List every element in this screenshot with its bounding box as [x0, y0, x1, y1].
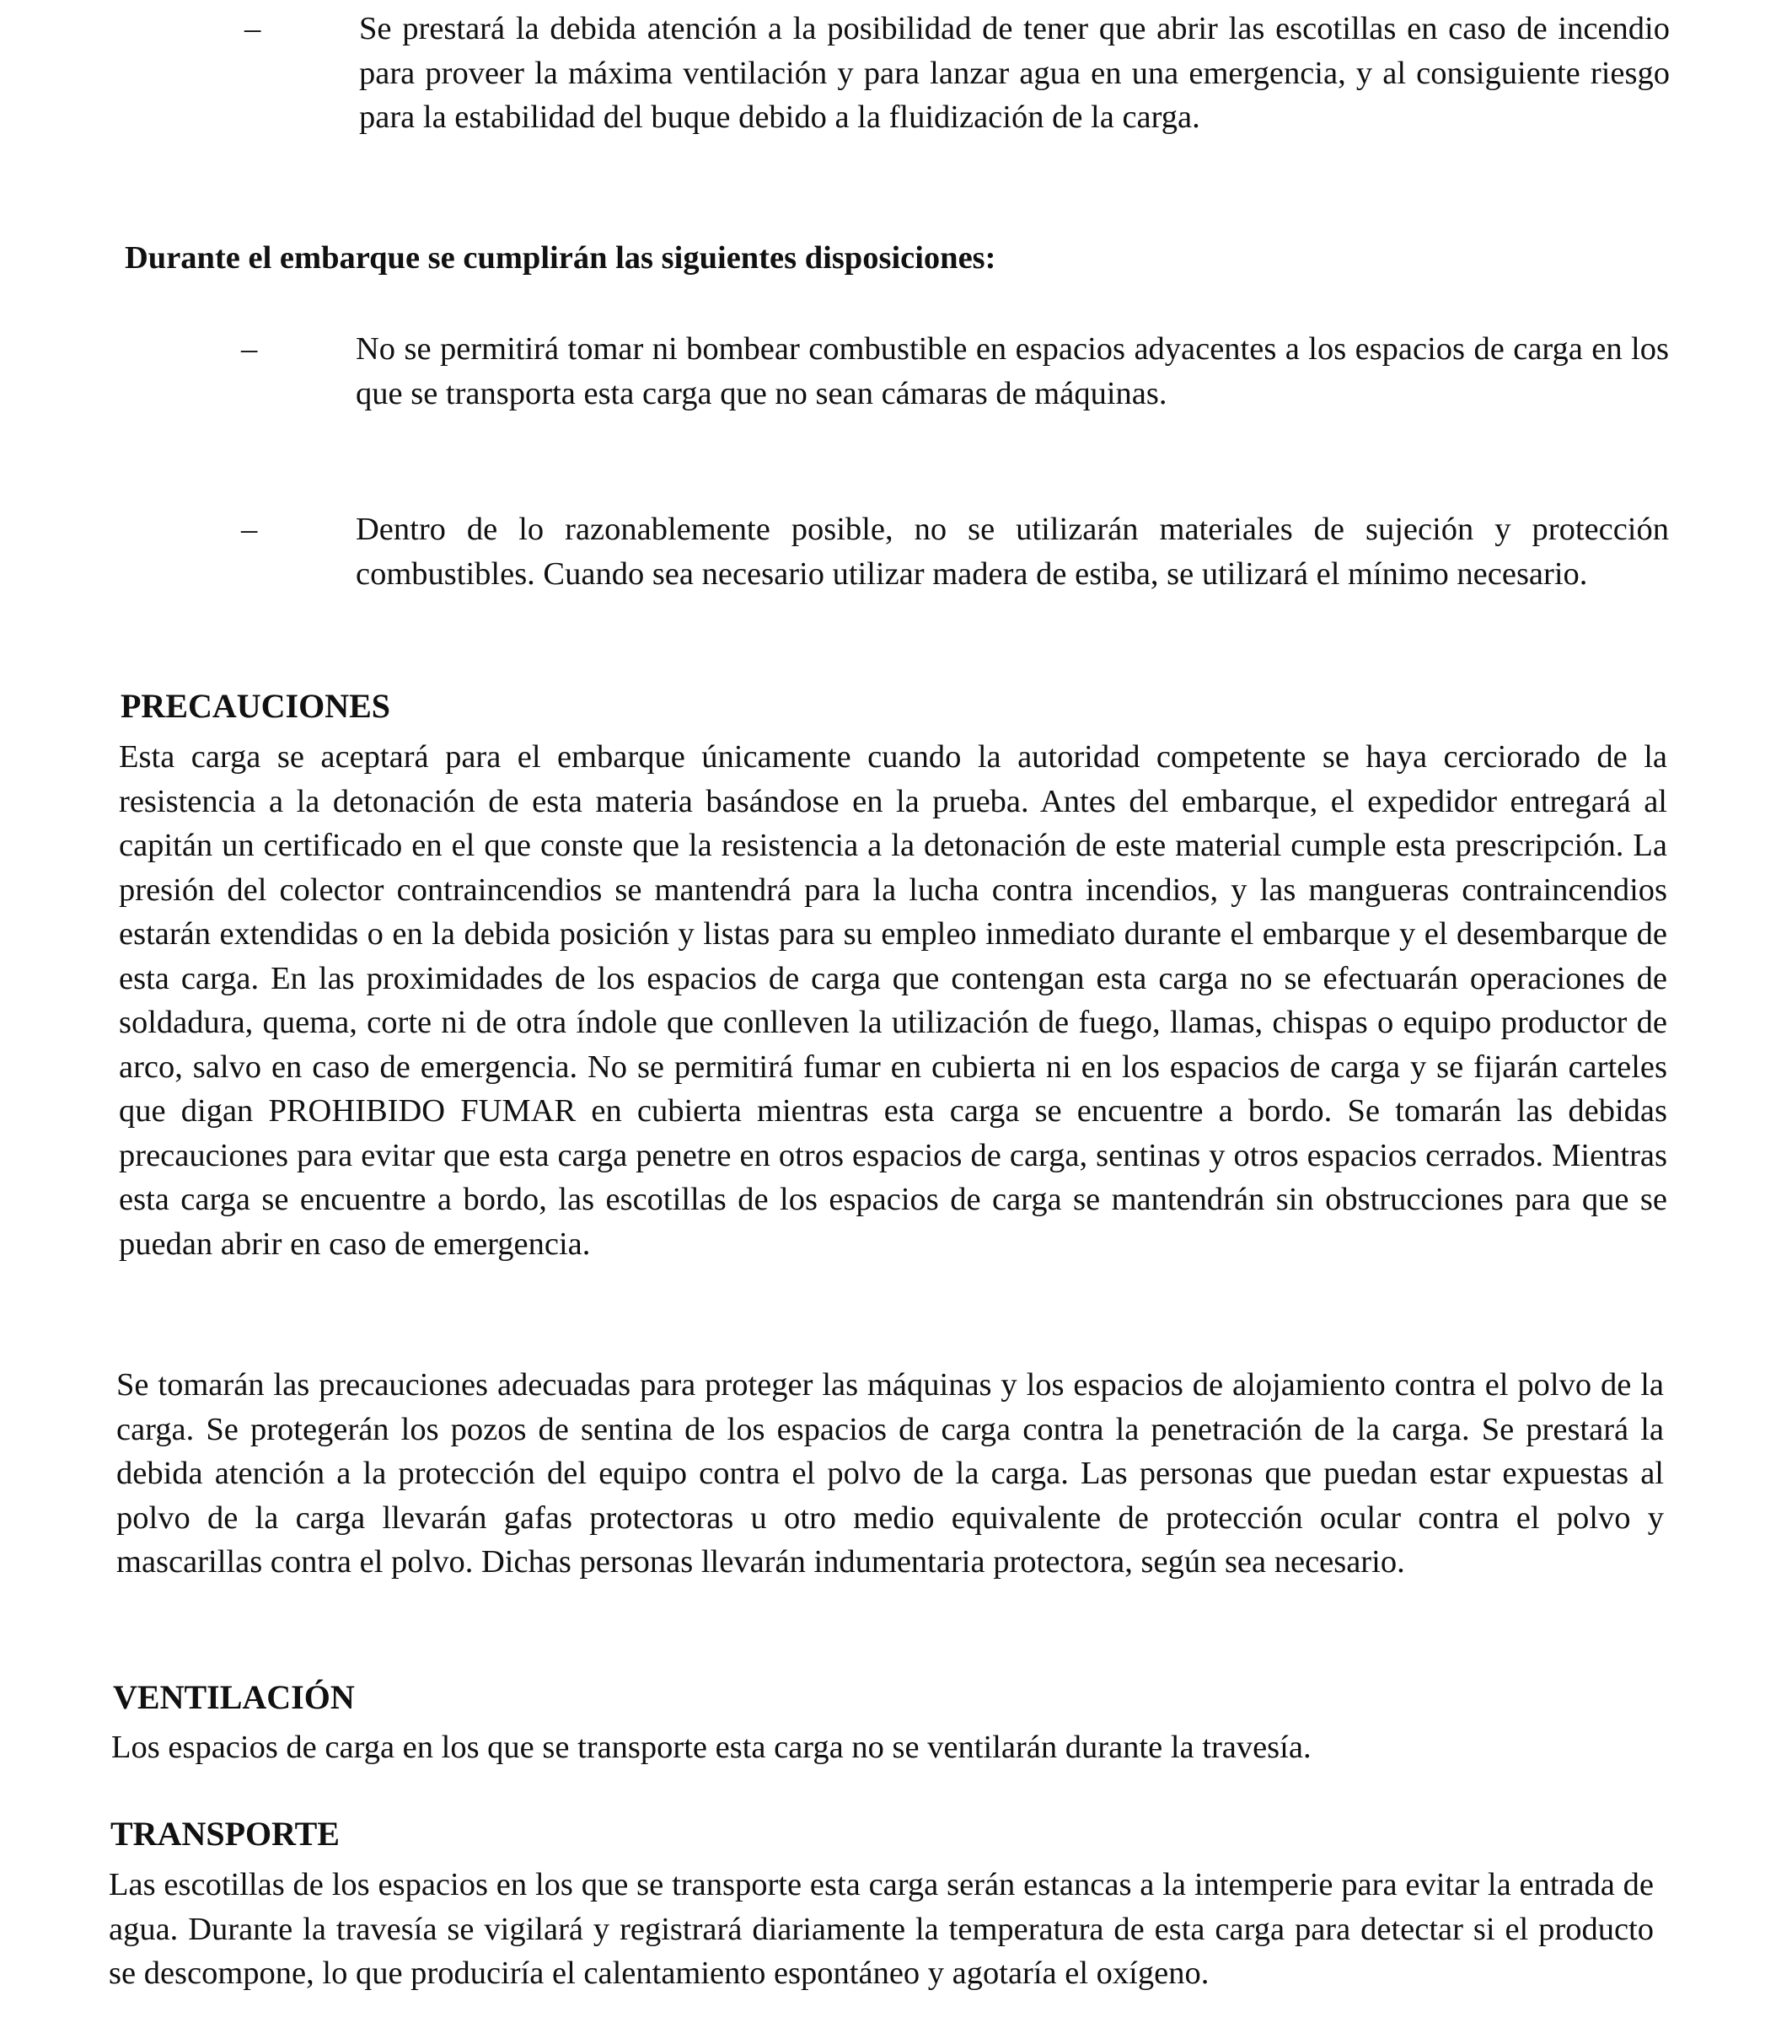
bullet-dash: –: [244, 11, 261, 46]
section-heading-precauciones: PRECAUCIONES: [121, 687, 391, 725]
embarque-item-dunnage: Dentro de lo razonablemente posible, no se utilizarán materiales de sujeción y protección combustibles. Cuando sea necesario utilizar madera de estiba, se utilizará el mínimo necesario.: [356, 512, 1669, 592]
ventilacion-text: Los espacios de carga en los que se transporte esta carga no se ventilarán durante la travesía.: [111, 1730, 1312, 1765]
precauciones-paragraph-2: Se tomarán las precauciones adecuadas para proteger las máquinas y los espacios de alojamiento contra el polvo de la carga. Se protegerán los pozos de sentina de los espacios de carga contra la penetración de la carga. Se prestará la debida atención a la protección del equipo contra el polvo de la carga. Las personas que puedan estar expuestas al polvo de la carga llevarán gafas protectoras u otro medio equivalente de protección ocular contra el polvo y mascarillas contra el polvo. Dichas personas llevarán indumentaria protectora, según sea necesario.: [116, 1367, 1664, 1580]
precauciones-paragraph-1: Esta carga se aceptará para el embarque únicamente cuando la autoridad competente se haya cerciorado de la resistencia a la detonación de esta materia basándose en la prueba. Antes del embarque, el expedidor entregará al capitán un certificado en el que conste que la resistencia a la detonación de este material cumple esta prescripción. La presión del colector contraincendios se mantendrá para la lucha contra incendios, y las mangueras contraincendios estarán extendidas o en la debida posición y listas para su empleo inmediato durante el embarque y el desembarque de esta carga. En las proximidades de los espacios de carga que contengan esta carga no se efectuarán operaciones de soldadura, quema, corte ni de otra índole que conlleven la utilización de fuego, llamas, chispas o equipo productor de arco, salvo en caso de emergencia. No se permitirá fumar en cubierta ni en los espacios de carga y se fijarán carteles que digan PROHIBIDO FUMAR en cubierta mientras esta carga se encuentre a bordo. Se tomarán las debidas precauciones para evitar que esta carga penetre en otros espacios de carga, sentinas y otros espacios cerrados. Mientras esta carga se encuentre a bordo, las escotillas de los espacios de carga se mantendrán sin obstrucciones para que se puedan abrir en caso de emergencia.: [119, 739, 1667, 1262]
bullet-item-hatch-opening: Se prestará la debida atención a la posibilidad de tener que abrir las escotillas en caso de incendio para proveer la máxima ventilación y para lanzar agua en una emergencia, y al consiguiente riesgo para la estabilidad del buque debido a la fluidización de la carga.: [359, 11, 1670, 135]
embarque-item-fuel: No se permitirá tomar ni bombear combustible en espacios adyacentes a los espacios de carga en los que se transporta esta carga que no sean cámaras de máquinas.: [356, 331, 1669, 411]
transporte-text: Las escotillas de los espacios en los que se transporte esta carga serán estancas a la intemperie para evitar la entrada de agua. Durante la travesía se vigilará y registrará diariamente la temperatura de esta carga para detectar si el producto se descompone, lo que produciría el calentamiento espontáneo y agotaría el oxígeno.: [109, 1867, 1654, 1991]
section-heading-transporte: TRANSPORTE: [110, 1815, 340, 1853]
embarque-heading: Durante el embarque se cumplirán las siguientes disposiciones:: [125, 240, 996, 276]
bullet-dash: –: [241, 512, 258, 547]
section-heading-ventilacion: VENTILACIÓN: [113, 1678, 355, 1716]
bullet-dash: –: [241, 331, 258, 367]
